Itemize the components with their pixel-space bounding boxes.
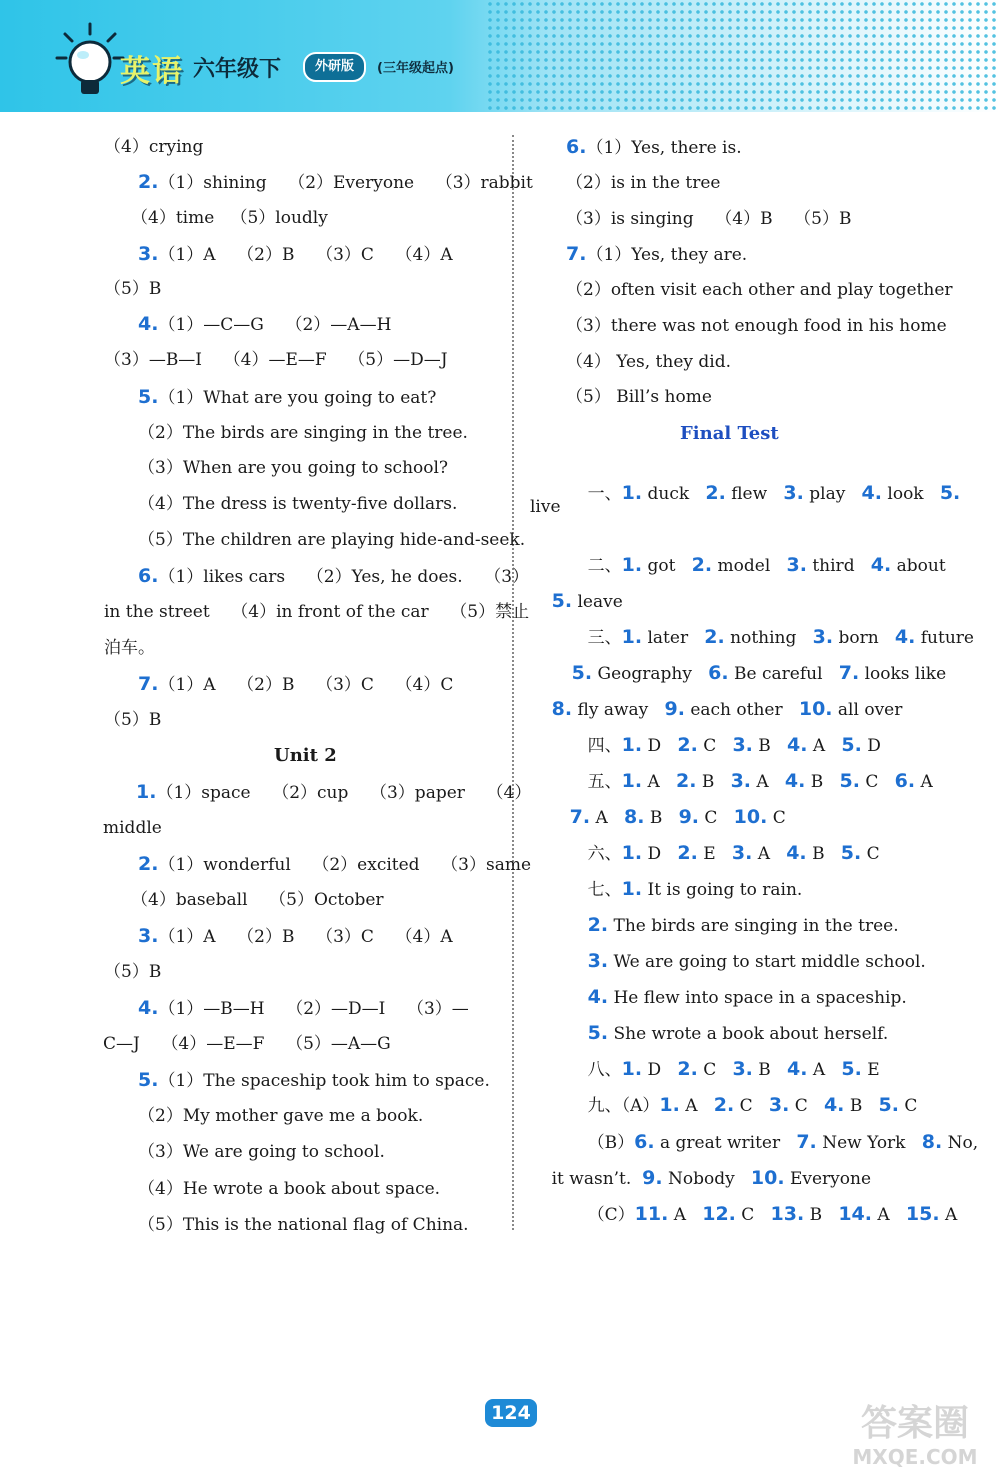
final-row-9d: （C）11. A 12. C 13. B 14. A 15. A	[587, 1203, 958, 1225]
answer-line: （5） Bill’s home	[566, 387, 712, 407]
final-row-7e: 5. She wrote a book about herself.	[587, 1022, 889, 1044]
answer-line: （5）B	[104, 279, 162, 299]
final-row-7d: 4. He flew into space in a spaceship.	[587, 986, 907, 1008]
start-grade-note: (三年级起点)	[377, 61, 454, 76]
final-row-7: 七、1. It is going to rain.	[587, 878, 803, 900]
answer-line: （3）there was not enough food in his home	[566, 316, 947, 336]
page-number: 124	[485, 1399, 537, 1427]
answer-line: （4）time （5）loudly	[131, 208, 328, 228]
answer-line: middle	[103, 818, 162, 838]
answer-line: in the street （4）in front of the car （5）禁止	[104, 602, 530, 622]
answer-line: 7.（1）Yes, they are.	[566, 243, 748, 265]
answer-line: 6.（1）Yes, there is.	[566, 136, 742, 158]
final-row-2: 二、1. got 2. model 3. third 4. about	[587, 554, 946, 576]
final-row-4: 四、1. D 2. C 3. B 4. A 5. D	[587, 734, 881, 756]
answer-line: 2.（1）wonderful （2）excited （3）same	[138, 853, 532, 875]
final-row-6: 六、1. D 2. E 3. A 4. B 5. C	[587, 842, 880, 864]
answer-line: 6.（1）likes cars （2）Yes, he does. （3）	[138, 565, 530, 587]
watermark-logo	[840, 1390, 990, 1470]
final-row-5: 五、1. A 2. B 3. A 4. B 5. C 6. A	[587, 770, 933, 792]
answer-line: 泊车。	[104, 638, 155, 658]
final-row-9: 九、（A）1. A 2. C 3. C 4. B 5. C	[587, 1094, 918, 1116]
svg-text:MXQE.COM: MXQE.COM	[852, 1445, 978, 1469]
answer-line: C—J （4）—E—F （5）—A—G	[103, 1034, 391, 1054]
page-header	[0, 0, 1000, 112]
answer-line: 4.（1）—B—H （2）—D—I （3）—	[138, 997, 469, 1019]
subject-title: 英语	[120, 54, 184, 89]
answer-line: 1.（1）space （2）cup （3）paper （4）	[136, 781, 532, 803]
svg-text:答案圈: 答案圈	[860, 1403, 970, 1444]
answer-line: 5.（1）The spaceship took him to space.	[138, 1069, 490, 1091]
final-row-8: 八、1. D 2. C 3. B 4. A 5. E	[587, 1058, 880, 1080]
final-row-7b: 2. The birds are singing in the tree.	[587, 914, 899, 936]
unit-heading: Unit 2	[274, 745, 337, 766]
answer-line: 5.（1）What are you going to eat?	[138, 386, 437, 408]
answer-line: （4）crying	[104, 137, 204, 157]
final-row-3c: 8. fly away 9. each other 10. all over	[551, 698, 903, 720]
answer-line: （5）This is the national flag of China.	[138, 1215, 469, 1235]
final-row-3: 三、1. later 2. nothing 3. born 4. future	[587, 626, 974, 648]
final-row-7c: 3. We are going to start middle school.	[587, 950, 926, 972]
answer-line: 4.（1）—C—G （2）—A—H	[138, 313, 392, 335]
answer-line: （2）The birds are singing in the tree.	[138, 423, 468, 443]
answer-line: （2）is in the tree	[566, 173, 721, 193]
answer-line: 2.（1）shining （2）Everyone （3）rabbit	[138, 171, 533, 193]
answer-line: live	[530, 497, 561, 517]
answer-line: （5）The children are playing hide-and-seek.	[138, 530, 526, 550]
answer-line: （4）He wrote a book about space.	[138, 1179, 441, 1199]
final-row-9c: it wasn’t. 9. Nobody 10. Everyone	[551, 1167, 872, 1189]
lightbulb-icon	[55, 22, 125, 102]
answer-line: （3）—B—I （4）—E—F （5）—D—J	[104, 350, 448, 370]
final-row-3b: 5. Geography 6. Be careful 7. looks like	[571, 662, 947, 684]
answer-line: （3）We are going to school.	[138, 1142, 385, 1162]
column-divider	[512, 135, 514, 1230]
answer-line: （3）When are you going to school?	[138, 458, 449, 478]
answer-line: （2）often visit each other and play together	[566, 280, 953, 300]
answer-line: （4）baseball （5）October	[131, 890, 384, 910]
final-test-heading: Final Test	[680, 423, 779, 444]
answer-line: （3）is singing （4）B （5）B	[566, 209, 852, 229]
final-row-5b: 7. A 8. B 9. C 10. C	[569, 806, 786, 828]
final-row-2b: 5. leave	[551, 590, 623, 612]
answer-line: （5）B	[104, 962, 162, 982]
grade-label: 六年级下	[193, 57, 282, 82]
answer-line: 7.（1）A （2）B （3）C （4）C	[138, 673, 454, 695]
final-row-1: 一、1. duck 2. flew 3. play 4. look 5.	[587, 482, 961, 504]
answer-line: 3.（1）A （2）B （3）C （4）A	[138, 925, 453, 947]
edition-badge: 外研版	[303, 52, 366, 82]
answer-line: 3.（1）A （2）B （3）C （4）A	[138, 243, 453, 265]
answer-line: （2）My mother gave me a book.	[138, 1106, 424, 1126]
answer-line: （5）B	[104, 710, 162, 730]
dot-pattern	[486, 0, 1000, 112]
answer-line: （4） Yes, they did.	[566, 352, 732, 372]
answer-line: （4）The dress is twenty-five dollars.	[138, 494, 458, 514]
final-row-9b: （B）6. a great writer 7. New York 8. No,	[587, 1131, 979, 1153]
